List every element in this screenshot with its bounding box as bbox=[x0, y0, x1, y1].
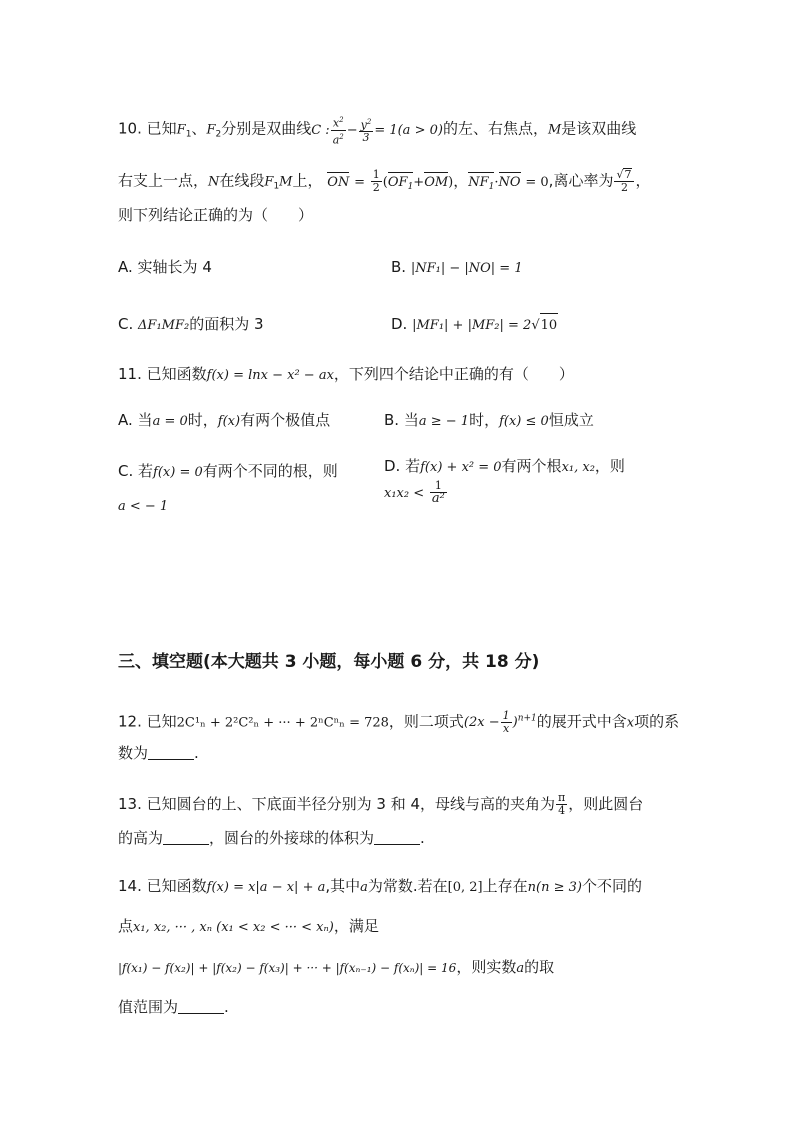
q12-line-1: 12. 已知2C¹ₙ + 2²C²ₙ + ··· + 2ⁿCⁿₙ = 728，则二项式(2x − $\frac{1}{x}$ )$^{n+1}$的展开式中含x项的系 bbox=[118, 709, 680, 736]
section-heading: 三、填空题(本大题共 3 小题，每小题 6 分，共 18 分) bbox=[118, 652, 540, 672]
pi-over-four: $\frac{\pi}{4}$ bbox=[558, 791, 566, 817]
q10-option-c[interactable]: C. ΔF₁MF₂的面积为 3 bbox=[118, 315, 264, 333]
q13-line-2: 的高为 ，圆台的外接球的体积为 . bbox=[118, 829, 425, 847]
answer-blank[interactable] bbox=[148, 745, 194, 760]
q14-line-2: 点x₁, x₂, ··· , xₙ (x₁ < x₂ < ··· < xₙ)，满足 bbox=[118, 917, 379, 935]
q11-line-1: 11. 已知函数f(x) = lnx − x² − ax，下列四个结论中正确的有（ ） bbox=[118, 365, 574, 383]
answer-blank[interactable] bbox=[374, 830, 420, 845]
q10-option-a[interactable]: A. 实轴长为 4 bbox=[118, 258, 212, 276]
q11-option-a[interactable]: A. 当a = 0时，f(x)有两个极值点 bbox=[118, 411, 331, 429]
hyperbola-equation: C : $\frac{x^2}{a^2}$ − $\frac{y^2}{3}$ = 1(a > 0) bbox=[311, 116, 443, 147]
question-number: 12. bbox=[118, 712, 142, 731]
q10-line-1: 10. 已知$F_1$、$F_2$分别是双曲线C : $\frac{x^2}{a^2}$ − $\frac{y^2}{3}$ = 1(a > 0)的左、右焦点，M是该双曲线 bbox=[118, 116, 637, 147]
q10-line-3: 则下列结论正确的为（ ） bbox=[118, 206, 314, 224]
answer-blank[interactable] bbox=[163, 830, 209, 845]
question-number: 14. bbox=[118, 877, 142, 895]
q14-line-3: |f(x₁) − f(x₂)| + |f(x₂) − f(x₃)| + ··· + |f(xₙ₋₁) − f(xₙ)| = 16，则实数a的取 bbox=[118, 958, 555, 976]
q14-line-1: 14. 已知函数f(x) = x|a − x| + a,其中a为常数.若在[0, 2]上存在n(n ≥ 3)个不同的 bbox=[118, 877, 642, 895]
question-number: 13. bbox=[118, 795, 142, 813]
answer-blank[interactable] bbox=[178, 999, 224, 1014]
q10-line-2: 右支上一点，N在线段$F_1M$上， ON = $\frac{1}{2}$ $(OF_1+OM)$，$NF_1\cdot NO = 0$,离心率为 $\frac{√7}{2}$ ， bbox=[118, 168, 650, 199]
q13-line-1: 13. 已知圆台的上、下底面半径分别为 3 和 4，母线与高的夹角为 $\frac{\pi}{4}$ ，则此圆台 bbox=[118, 791, 644, 817]
vector-condition: ON = $\frac{1}{2}$ $(OF_1+OM)$，$NF_1\cdot NO = 0$ bbox=[327, 172, 548, 190]
q14-line-4: 值范围为 . bbox=[118, 998, 229, 1016]
q11-option-d[interactable]: D. 若f(x) + x² = 0有两个根x₁, x₂，则 x₁x₂ < $\frac{1}{\text{a²}}$ bbox=[384, 457, 625, 506]
q11-option-b[interactable]: B. 当a ≥ − 1时，f(x) ≤ 0恒成立 bbox=[384, 411, 594, 429]
q11-option-c[interactable]: C. 若f(x) = 0有两个不同的根，则 a < − 1 bbox=[118, 462, 338, 514]
q10-option-b[interactable]: B. |NF₁| − |NO| = 1 bbox=[391, 258, 523, 276]
question-number: 10. bbox=[118, 119, 142, 138]
question-number: 11. bbox=[118, 365, 142, 383]
q10-option-d[interactable]: D. |MF₁| + |MF₂| = 2√10 bbox=[391, 312, 558, 338]
q12-line-2: 数为 . bbox=[118, 744, 199, 762]
eccentricity-value: $\frac{√7}{2}$ bbox=[614, 168, 634, 194]
binomial-expression: (2x − $\frac{1}{x}$ )$^{n+1}$ bbox=[463, 709, 537, 736]
